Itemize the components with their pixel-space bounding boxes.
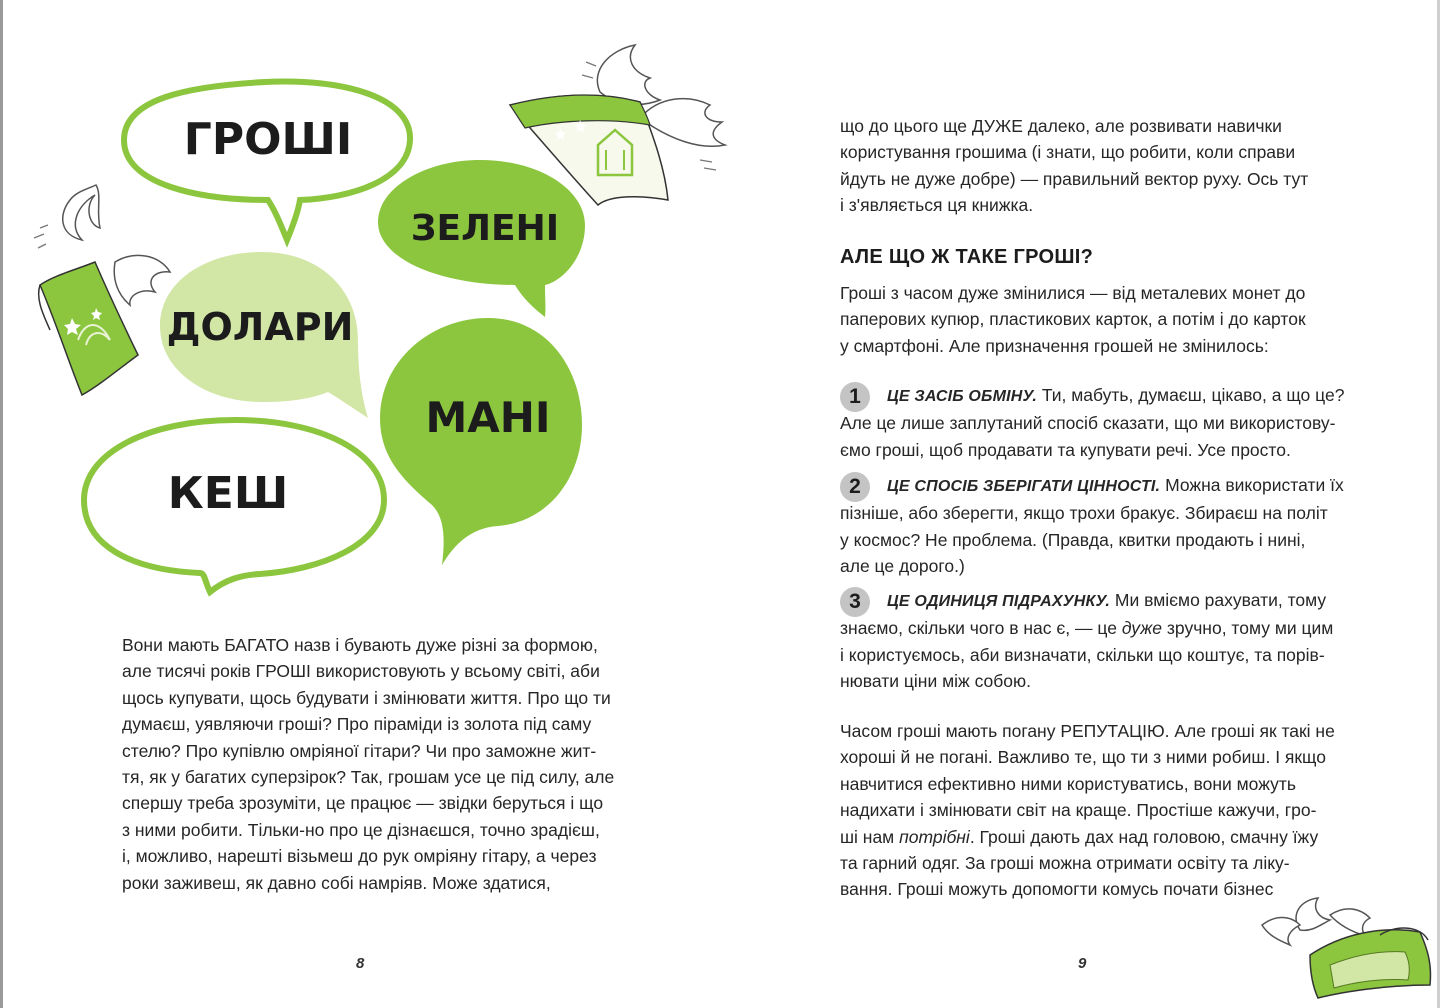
text-line: навчитися ефективно ними користуватись, вони можуть — [840, 773, 1296, 794]
text-line: надихати і змінювати світ на краще. Простіше кажучи, гро- — [840, 800, 1317, 821]
item-first-line — [840, 472, 1344, 500]
list-item-1 — [840, 382, 1345, 463]
page-number-right: 9 — [1078, 955, 1087, 972]
text-line: роки заживеш, як давно собі намріяв. Може здатися, — [122, 872, 551, 893]
text-line: йдуть не дуже добре) — правильний вектор руху. Ось тут — [840, 168, 1309, 189]
right-page-paragraph-2 — [840, 718, 1340, 903]
item-lead: ЦЕ ОДИНИЦЯ ПІДРАХУНКУ. — [887, 593, 1111, 610]
right-page-paragraph-1 — [840, 280, 1340, 359]
text-line: Вони мають БАГАТО назв і бувають дуже різні за формою, — [122, 635, 598, 655]
number-badge: 2 — [840, 472, 870, 502]
flying-banknote-left-icon — [34, 185, 182, 395]
text-line: що до цього ще ДУЖЕ далеко, але розвивати навички — [840, 116, 1282, 136]
text-line: і з'являється ця книжка. — [840, 195, 1034, 216]
bubble-word-groshi: ГРОШІ — [183, 114, 353, 165]
text-line: думаєш, уявляючи гроші? Про піраміди із золота під саму — [122, 714, 592, 735]
text-fragment: знаємо, скільки чого в нас є, — це — [840, 618, 1122, 639]
text-line — [840, 824, 1340, 850]
list-item-2 — [840, 472, 1344, 580]
text-line: щось купувати, щось будувати і змінювати життя. Про що ти — [122, 687, 611, 708]
text-line: Гроші з часом дуже змінилися — від металевих монет до — [840, 283, 1306, 303]
text-line: і користуємось, аби визначати, скільки що коштує, та порів- — [840, 644, 1325, 665]
text-line: але тисячі років ГРОШІ використовують у всьому світі, аби — [122, 661, 600, 682]
item-text: Можна використати їх — [1160, 475, 1344, 495]
flying-banknote-corner-icon — [1262, 898, 1431, 998]
text-line: вання. Гроші можуть допомогти комусь почати бізнес — [840, 879, 1274, 900]
bubble-word-kesh: КЕШ — [167, 468, 289, 519]
item-lead: ЦЕ СПОСІБ ЗБЕРІГАТИ ЦІННОСТІ. — [887, 478, 1161, 495]
text-line: та гарний одяг. За гроші можна отримати освіту та ліку- — [840, 853, 1290, 874]
text-line: тя, як у багатих суперзірок? Так, грошам усе це під силу, але — [122, 767, 615, 788]
emphasis-word: потрібні — [899, 826, 970, 847]
text-line: Але це лише заплутаний спосіб сказати, що ми використову- — [840, 413, 1336, 434]
left-page-paragraph — [122, 632, 622, 896]
number-badge: 3 — [840, 587, 870, 617]
item-text: Ти, мабуть, думаєш, цікаво, а що це? — [1036, 385, 1345, 405]
text-line: стелю? Про купівлю омріяної гітари? Чи про заможне жит- — [122, 740, 597, 761]
text-line: спершу треба зрозуміти, це працює — звідки беруться і що — [122, 793, 604, 814]
text-line: але це дорого.) — [840, 556, 965, 577]
item-text: Ми вміємо рахувати, тому — [1110, 590, 1327, 610]
text-line: хороші й не погані. Важливо те, що ти з ними робиш. І якщо — [840, 747, 1326, 768]
text-line — [840, 615, 1340, 641]
text-line: користування грошима (і знати, що робити, коли справи — [840, 142, 1296, 163]
text-fragment: ші нам — [840, 826, 900, 847]
item-first-line — [840, 587, 1340, 615]
emphasis-word: дуже — [1121, 618, 1163, 639]
text-line: у смартфоні. Але призначення грошей не змінилось: — [840, 335, 1269, 356]
text-line: з ними робити. Тільки-но про це дізнаєшся, точно зрадієш, — [122, 819, 600, 840]
text-line: паперових купюр, пластикових карток, а потім і до карток — [840, 309, 1306, 330]
text-line: нювати ціни між собою. — [840, 671, 1032, 692]
text-line: у космос? Не проблема. (Правда, квитки продають і нині, — [840, 529, 1306, 550]
text-fragment: зручно, тому ми цим — [1162, 618, 1334, 639]
text-line: Часом гроші мають погану РЕПУТАЦІЮ. Але гроші як такі не — [840, 721, 1335, 741]
text-line: пізніше, або зберегти, якщо трохи бракує. Збираєш на політ — [840, 503, 1328, 524]
section-heading: АЛЕ ЩО Ж ТАКЕ ГРОШІ? — [840, 246, 1094, 268]
bubble-word-dolary: ДОЛАРИ — [166, 305, 354, 349]
text-fragment: . Гроші дають дах над головою, смачну їжу — [969, 826, 1319, 847]
item-lead: ЦЕ ЗАСІБ ОБМІНУ. — [887, 388, 1037, 405]
right-page-intro — [840, 113, 1340, 219]
list-item-3 — [840, 587, 1340, 695]
number-badge: 1 — [840, 382, 870, 412]
page-number-left: 8 — [356, 955, 365, 972]
bubble-word-zeleni: ЗЕЛЕНІ — [410, 208, 560, 249]
bubble-word-mani: МАНІ — [425, 393, 551, 442]
text-line: ємо гроші, щоб продавати та купувати речі. Усе просто. — [840, 439, 1291, 460]
item-first-line — [840, 382, 1345, 410]
text-line: і, можливо, нарешті візьмеш до рук омріяну гітару, а через — [122, 846, 597, 867]
